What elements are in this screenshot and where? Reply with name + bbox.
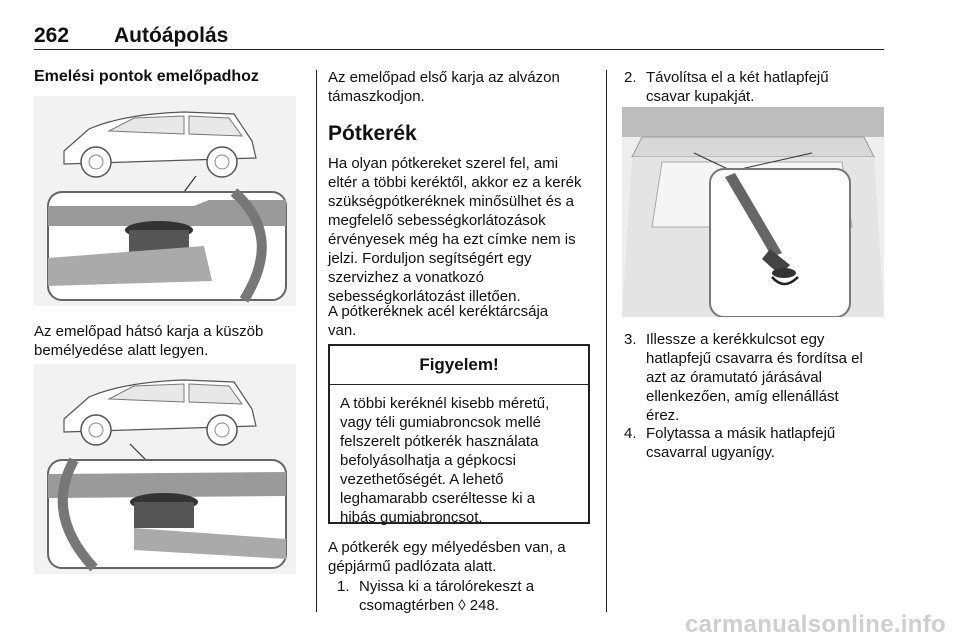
car-lift-rear-illustration — [34, 96, 296, 306]
location-paragraph: A pótkerék egy mélyedésben van, a gépjármű padlózata alatt. — [328, 539, 566, 575]
heading-spare-wheel: Pótkerék — [328, 122, 417, 145]
intro-paragraph: Az emelőpad első karja az alvázon támaszkodjon. — [328, 69, 560, 105]
page-number: 262 — [34, 24, 70, 47]
steel-rim-paragraph: A pótkeréknek acél keréktárcsája van. — [328, 303, 549, 339]
figure-rear-lift-point — [34, 96, 296, 306]
chapter-title: Autóápolás — [114, 24, 229, 47]
warning-box — [328, 344, 590, 524]
figure-caption: Az emelőpad hátsó karja a küszöb bemélyedése alatt legyen. — [34, 323, 264, 359]
trunk-bolt-illustration — [622, 107, 884, 317]
list-item-step-1: 1. Nyissa ki a tárolórekeszt a csomagtérben ◊ 248. — [337, 578, 535, 614]
watermark: carmanualsonline.info — [684, 611, 946, 638]
header-rule — [34, 49, 884, 50]
list-item-step-2: 2. Távolítsa el a két hatlapfejű csavar kupakját. — [624, 69, 829, 105]
page-reference-link[interactable]: csomagtérben ◊ 248. — [359, 597, 499, 614]
warning-title: Figyelem! — [330, 346, 588, 385]
page-header — [34, 24, 228, 48]
figure-front-lift-point — [34, 364, 296, 574]
list-item-step-4: 4. Folytassa a másik hatlapfejű csavarral ugyanígy. — [624, 425, 836, 461]
list-item-step-3: 3. Illessze a kerékkulcsot egy hatlapfejű csavarra és fordítsa el azt az óramutató járásával ellenkezően, amíg ellenállást érez. — [624, 331, 863, 424]
figure-trunk-floor — [622, 107, 884, 317]
warning-body: A többi keréknél kisebb méretű, vagy téli gumiabroncsok mellé felszerelt pótkerék használata befolyásolhatja a gépkocsi vezethetőségét. A lehető leghamarabb cseréltesse ki a hibás gumiabroncsot. — [340, 395, 550, 526]
column-divider-1 — [316, 70, 317, 612]
spare-wheel-paragraph: Ha olyan pótkereket szerel fel, ami eltér a többi keréktől, akkor ez a kerék szükségpótkeréknek minősülhet és a megfelelő sebességkorlátozások érvényesek még ha ezt címke nem is jelzi. Forduljon segítségért egy szervizhez a vonatkozó sebességkorlátozást illetően. — [328, 155, 582, 305]
car-lift-front-illustration — [34, 364, 296, 574]
section-title: Emelési pontok emelőpadhoz — [34, 68, 259, 85]
column-divider-2 — [606, 70, 607, 612]
